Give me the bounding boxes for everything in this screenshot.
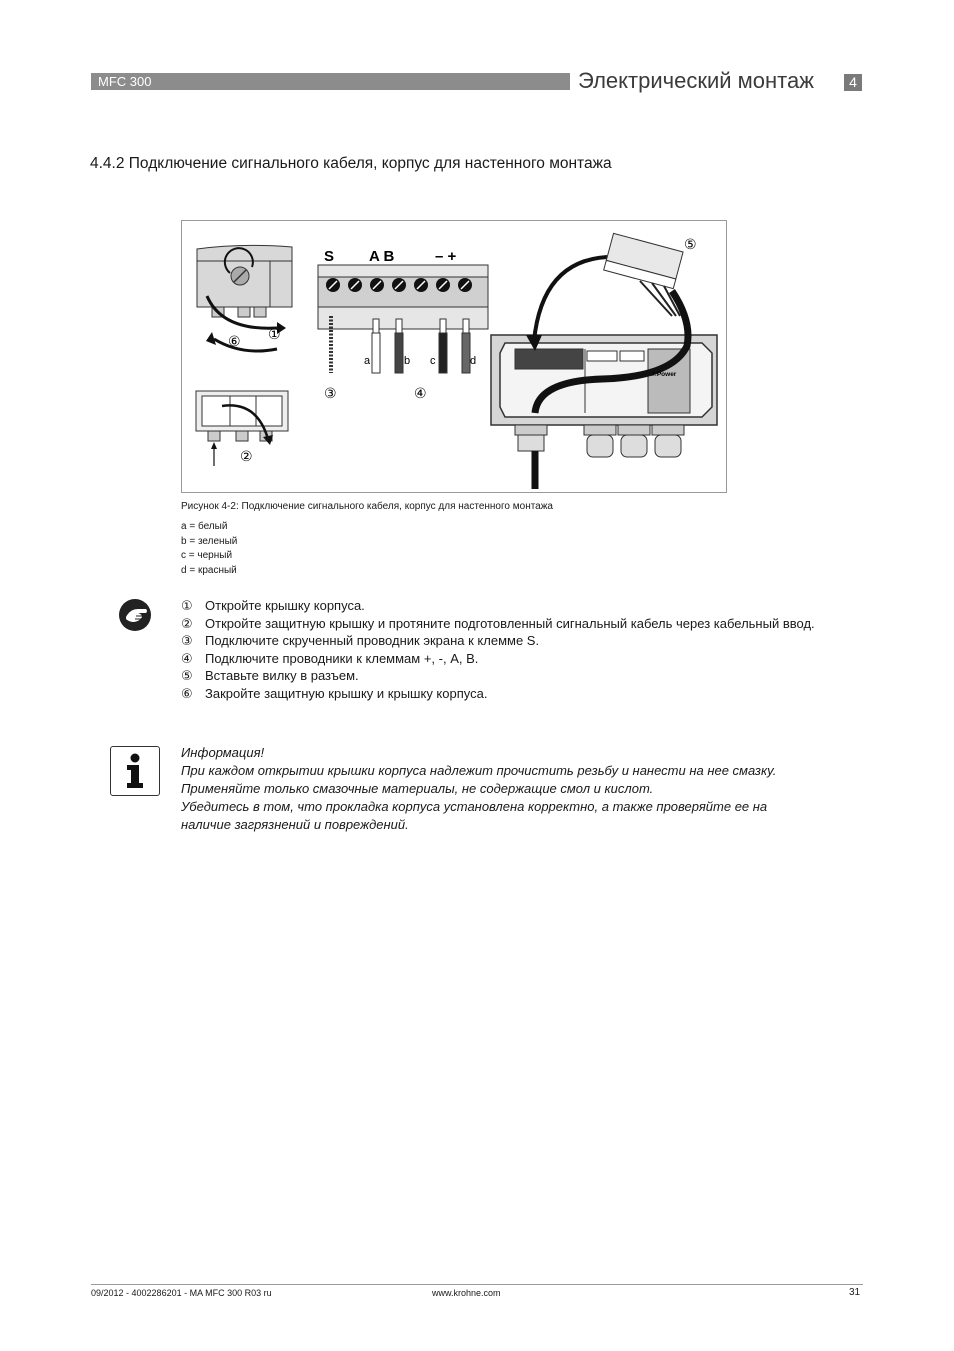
header-bar: [91, 73, 570, 90]
step-text: Вставьте вилку в разъем.: [205, 668, 359, 684]
step-text: Закройте защитную крышку и крышку корпуса.: [205, 685, 488, 701]
legend-item: b = зеленый: [181, 535, 238, 547]
terminal-label-minus-plus: – +: [435, 248, 457, 265]
step-number: ⑤: [181, 668, 193, 684]
step-text: Подключите скрученный проводник экрана к клемме S.: [205, 633, 540, 649]
footer-divider: [91, 1284, 863, 1285]
step-text: Откройте крышку корпуса.: [205, 598, 365, 613]
header-title: Электрический монтаж: [578, 68, 814, 93]
legend-item: a = белый: [181, 521, 228, 532]
info-block: [181, 744, 861, 834]
step-item: [181, 650, 861, 668]
wiring-diagram: [182, 221, 728, 494]
chapter-number: 4: [844, 74, 862, 91]
terminal-label-ab: A B: [369, 248, 395, 265]
info-line: Убедитесь в том, что прокладка корпуса установлена корректно, а также проверяйте ее на: [181, 799, 768, 814]
wire-letter-d: d: [470, 355, 477, 367]
callout-2: ②: [240, 449, 253, 465]
footer-website: www.krohne.com: [432, 1288, 501, 1298]
callout-4: ④: [414, 386, 427, 402]
callout-5: ⑤: [684, 237, 697, 253]
footer-doc-id: 09/2012 - 4002286201 - MA MFC 300 R03 ru: [91, 1288, 272, 1298]
legend-item: c = черный: [181, 550, 233, 562]
step-number: ②: [181, 615, 193, 631]
callout-6: ⑥: [228, 334, 241, 350]
step-item: [181, 632, 861, 650]
step-text: Откройте защитную крышку и протяните подготовленный сигнальный кабель через кабельный ввод.: [205, 615, 815, 631]
step-number: ⑥: [181, 685, 193, 701]
callout-1: ①: [268, 327, 281, 343]
step-item: [181, 597, 861, 615]
legend-item: d = красный: [181, 565, 237, 577]
info-icon: [110, 746, 160, 796]
info-line: Применяйте только смазочные материалы, не содержащие смол и кислот.: [181, 781, 654, 796]
warning-label: ⚠Power: [651, 371, 677, 378]
wire-letter-c: c: [430, 355, 436, 367]
callout-3: ③: [324, 386, 337, 402]
step-number: ①: [181, 598, 193, 613]
step-number: ③: [181, 633, 193, 649]
header-model: MFC 300: [98, 74, 152, 89]
figure-caption: Рисунок 4-2: Подключение сигнального кабеля, корпус для настенного монтажа: [181, 501, 553, 512]
instruction-steps: [181, 597, 861, 703]
info-line: наличие загрязнений и повреждений.: [181, 817, 409, 832]
wiring-figure: [181, 220, 727, 493]
page-number: 31: [849, 1287, 861, 1298]
wire-color-legend: [181, 520, 237, 579]
step-item: [181, 615, 861, 633]
step-item: [181, 685, 861, 703]
terminal-label-s: S: [324, 248, 335, 265]
info-heading: Информация!: [181, 745, 265, 760]
step-number: ④: [181, 650, 193, 666]
step-item: [181, 667, 861, 685]
wire-letter-a: a: [364, 355, 371, 367]
section-title: 4.4.2 Подключение сигнального кабеля, корпус для настенного монтажа: [90, 155, 612, 172]
hand-icon: [118, 598, 152, 632]
right-housing-drawing: [491, 233, 717, 489]
terminal-block-drawing: [318, 265, 488, 373]
step-text: Подключите проводники к клеммам +, -, A, B.: [205, 650, 479, 666]
info-line: При каждом открытии крышки корпуса надлежит прочистить резьбу и нанести на нее смазку.: [181, 763, 777, 778]
wire-letter-b: b: [404, 355, 411, 367]
